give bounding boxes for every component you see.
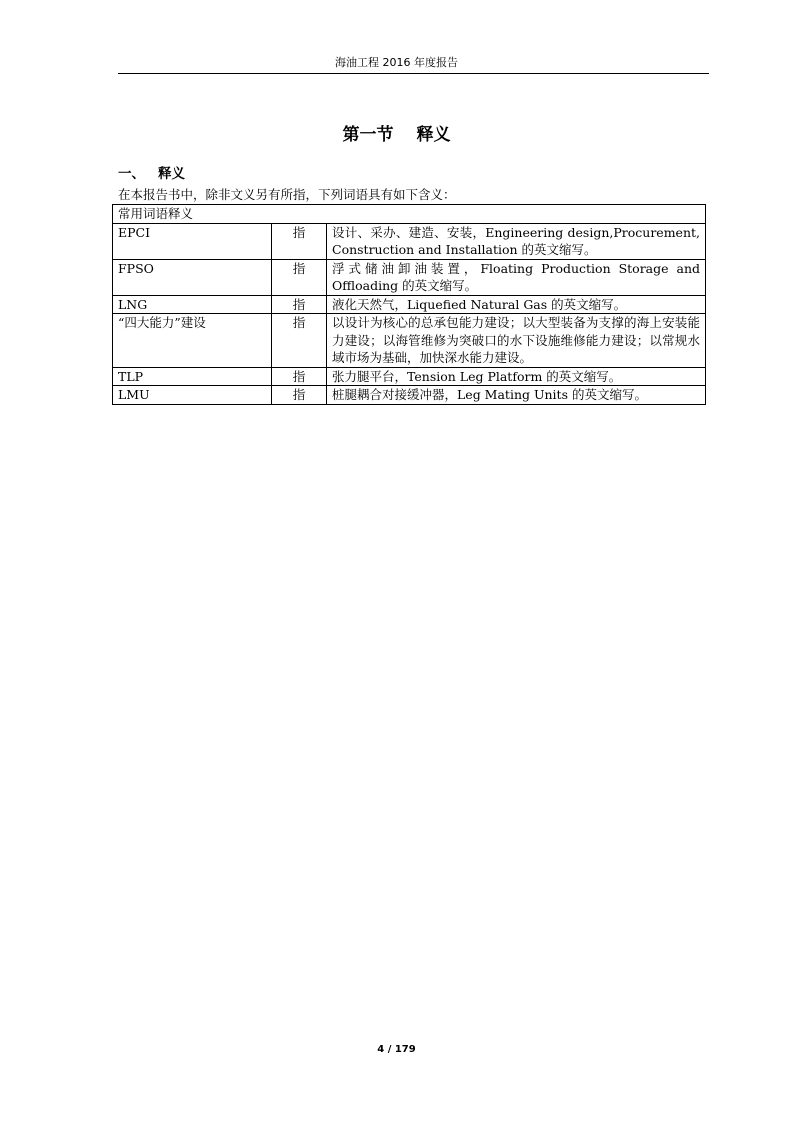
definition-cell: 设计、采办、建造、安装，Engineering design,Procurement, Construction and Installation 的英文缩写。 xyxy=(327,223,706,259)
definition-cell: 液化天然气，Liquefied Natural Gas 的英文缩写。 xyxy=(327,295,706,314)
table-row xyxy=(113,295,706,314)
definition-cell: 以设计为核心的总承包能力建设；以大型装备为支撑的海上安装能力建设；以海管维修为突破口的水下设施维修能力建设；以常规水域市场为基础，加快深水能力建设。 xyxy=(327,314,706,368)
refers-cell: 指 xyxy=(272,386,327,405)
term-cell: FPSO xyxy=(113,259,272,295)
refers-cell: 指 xyxy=(272,295,327,314)
table-row xyxy=(113,259,706,295)
term-cell: TLP xyxy=(113,367,272,386)
glossary-table xyxy=(112,204,706,405)
table-row xyxy=(113,223,706,259)
glossary-heading: 常用词语释义 xyxy=(113,205,706,224)
table-row xyxy=(113,367,706,386)
refers-cell: 指 xyxy=(272,314,327,368)
term-cell: EPCI xyxy=(113,223,272,259)
term-cell: LMU xyxy=(113,386,272,405)
section-title: 第一节 释义 xyxy=(342,125,451,145)
definition-cell: 浮式储油卸油装置，Floating Production Storage and Offloading 的英文缩写。 xyxy=(327,259,706,295)
header-divider xyxy=(118,73,709,74)
refers-cell: 指 xyxy=(272,367,327,386)
subsection-heading xyxy=(118,165,185,183)
table-row xyxy=(113,314,706,368)
refers-cell: 指 xyxy=(272,223,327,259)
page-number: 4 / 179 xyxy=(377,1044,416,1055)
subsection-number: 一、 xyxy=(118,166,145,182)
glossary-heading-row xyxy=(113,205,706,224)
refers-cell: 指 xyxy=(272,259,327,295)
term-cell: “四大能力”建设 xyxy=(113,314,272,368)
term-cell: LNG xyxy=(113,295,272,314)
definition-cell: 桩腿耦合对接缓冲器，Leg Mating Units 的英文缩写。 xyxy=(327,386,706,405)
report-header-title: 海油工程 2016 年度报告 xyxy=(335,56,458,69)
intro-paragraph: 在本报告书中，除非文义另有所指，下列词语具有如下含义： xyxy=(118,187,456,202)
subsection-title: 释义 xyxy=(158,166,185,182)
table-row xyxy=(113,386,706,405)
definition-cell: 张力腿平台，Tension Leg Platform 的英文缩写。 xyxy=(327,367,706,386)
